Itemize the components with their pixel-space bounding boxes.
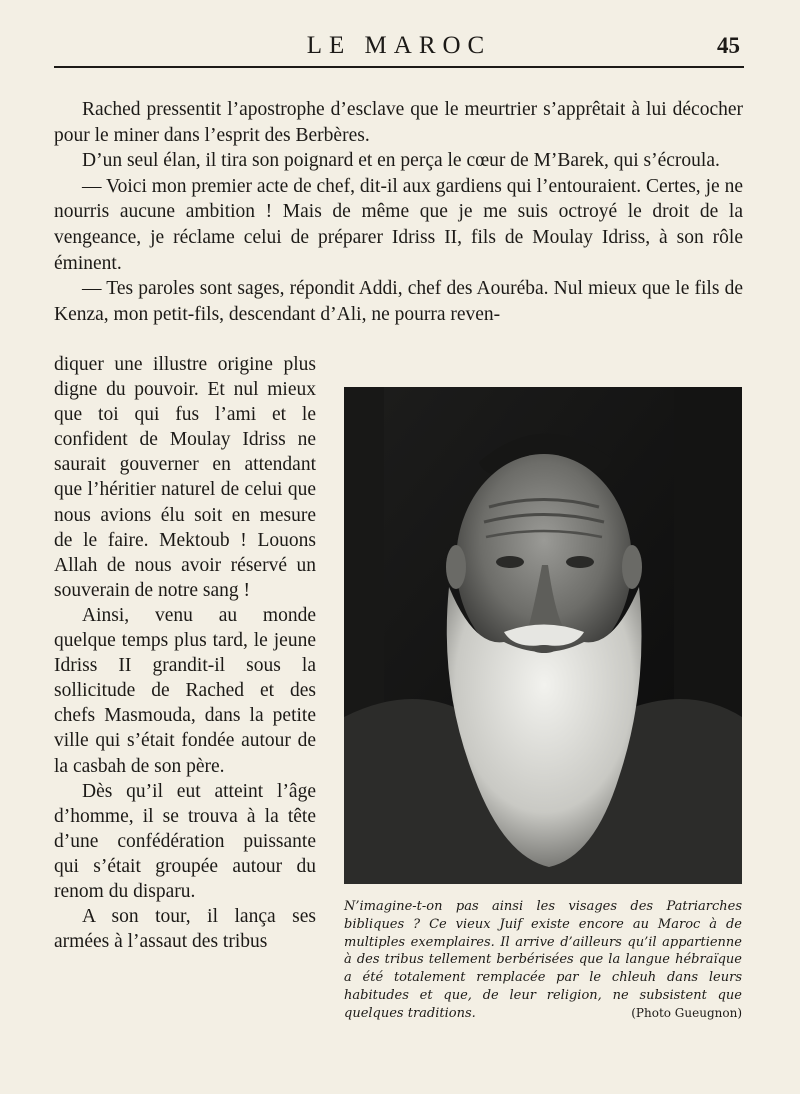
portrait-photo: [344, 387, 742, 884]
paragraph-6: Dès qu’il eut atteint l’âge d’homme, il se trouva à la tête d’une confédération puissante qui s’était groupée autour du renom du disparu.: [54, 780, 316, 902]
photo-caption: [344, 898, 742, 1023]
header-rule: [54, 66, 744, 68]
paragraph-4-continued: diquer une illustre origine plus digne du pouvoir. Et nul mieux que toi qui fus l’ami et le confident de Moulay Idriss ne saurait gouverner en attendant que l’héritier naturel de celui que nous avions élu soit en mesure de le faire. Mektoub ! Louons Allah de nous avoir réservé un souverain de notre sang !: [54, 354, 316, 601]
running-title: LE MAROC: [306, 32, 492, 59]
paragraph-1: Rached pressentit l’apostrophe d’esclave que le meurtrier s’apprêtait à lui décocher pour le miner dans l’esprit des Berbères.: [54, 99, 743, 146]
paragraph-5: Ainsi, venu au monde quelque temps plus tard, le jeune Idriss II grandit-il sous la sollicitude de Rached et des chefs Masmouda, dans la petite ville qui s’était fondée autour de la casbah de son père.: [54, 604, 316, 777]
left-column-text: [54, 352, 316, 954]
paragraph-4-start: — Tes paroles sont sages, répondit Addi, chef des Aouréba. Nul mieux que le fils de Kenza, mon petit-fils, descendant d’Ali, ne pourra reven-: [54, 278, 743, 325]
paragraph-7: A son tour, il lança ses armées à l’assaut des tribus: [54, 906, 316, 953]
caption-text: N’imagine-t-on pas ainsi les visages des Patriarches bibliques ? Ce vieux Juif existe encore au Maroc à de multiples exemplaires. Il arrive d’ailleurs qu’il appartienne à des tribus tellement berbérisées que la langue hébraïque a été totalement remplacée par le chleuh dans leurs habitudes et que, de leur religion, ne subsistent que quelques traditions.: [344, 899, 742, 1021]
full-width-text: [54, 97, 743, 327]
page-header: [54, 30, 744, 70]
paragraph-2: D’un seul élan, il tira son poignard et en perça le cœur de M’Barek, qui s’écroula.: [82, 150, 720, 172]
page-number: 45: [717, 33, 740, 58]
paragraph-3: — Voici mon premier acte de chef, dit-il aux gardiens qui l’entouraient. Certes, je ne nourris aucune ambition ! Mais de même que je me suis octroyé le droit de la vengeance, je réclame celui de préparer Idriss II, fils de Moulay Idriss, à son rôle éminent.: [54, 175, 743, 274]
photo-credit: (Photo Gueugnon): [631, 1005, 742, 1020]
